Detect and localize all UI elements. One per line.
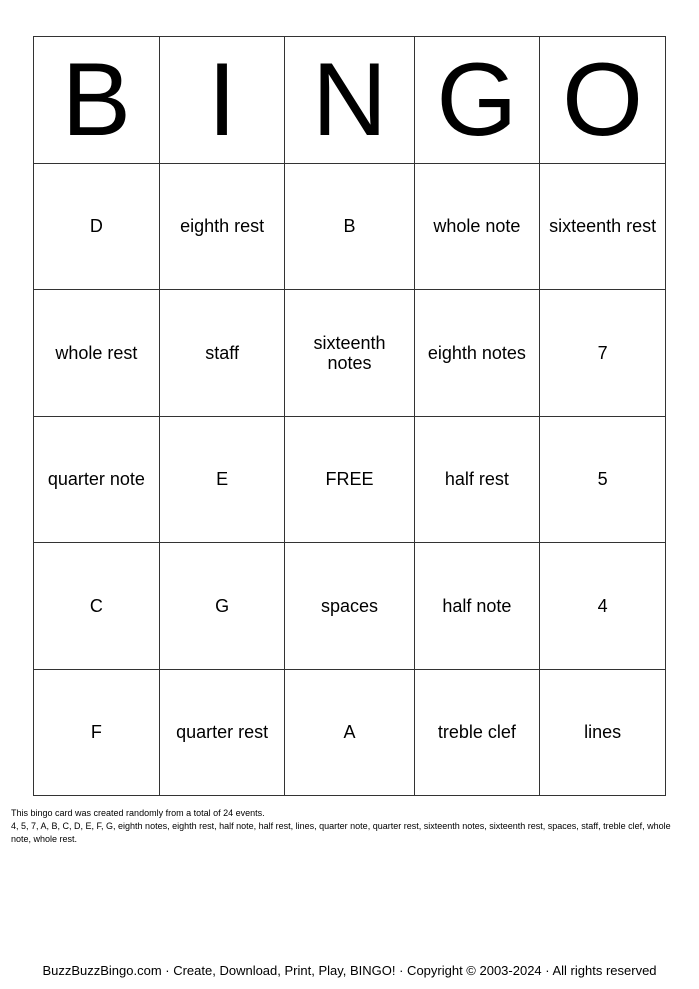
bingo-cell: treble clef [415, 670, 541, 797]
free-space-cell: FREE [285, 417, 414, 544]
bingo-cell: sixteenth rest [540, 164, 666, 291]
bingo-cell: half rest [415, 417, 541, 544]
bingo-cell: eighth notes [415, 290, 541, 417]
bingo-cell: F [34, 670, 160, 797]
header-letter-b: B [34, 37, 160, 164]
bingo-cell: C [34, 543, 160, 670]
bingo-cell: quarter note [34, 417, 160, 544]
bingo-cell: sixteenth notes [285, 290, 414, 417]
header-letter-o: O [540, 37, 666, 164]
bingo-cell: 7 [540, 290, 666, 417]
bingo-cell: B [285, 164, 414, 291]
card-info-summary: This bingo card was created randomly from a total of 24 events. [11, 808, 265, 818]
header-letter-g: G [415, 37, 541, 164]
page-footer: BuzzBuzzBingo.com · Create, Download, Print, Play, BINGO! · Copyright © 2003-2024 · All rights reserved [42, 963, 657, 978]
bingo-cell: quarter rest [160, 670, 286, 797]
bingo-cell: half note [415, 543, 541, 670]
header-letter-n: N [285, 37, 414, 164]
bingo-cell: A [285, 670, 414, 797]
bingo-cell: eighth rest [160, 164, 286, 291]
bingo-cell: D [34, 164, 160, 291]
bingo-cell: lines [540, 670, 666, 797]
bingo-cell: 4 [540, 543, 666, 670]
bingo-cell: 5 [540, 417, 666, 544]
card-info-note [11, 807, 691, 846]
bingo-cell: E [160, 417, 286, 544]
bingo-cell: G [160, 543, 286, 670]
bingo-cell: staff [160, 290, 286, 417]
header-letter-i: I [160, 37, 286, 164]
bingo-cell: whole note [415, 164, 541, 291]
bingo-card [33, 36, 666, 796]
card-info-event-list: 4, 5, 7, A, B, C, D, E, F, G, eighth notes, eighth rest, half note, half rest, lines, quarter note, quarter rest, sixteenth notes, sixteenth rest, spaces, staff, treble clef, whole note, whole rest. [11, 821, 671, 844]
bingo-cell: whole rest [34, 290, 160, 417]
bingo-cell: spaces [285, 543, 414, 670]
